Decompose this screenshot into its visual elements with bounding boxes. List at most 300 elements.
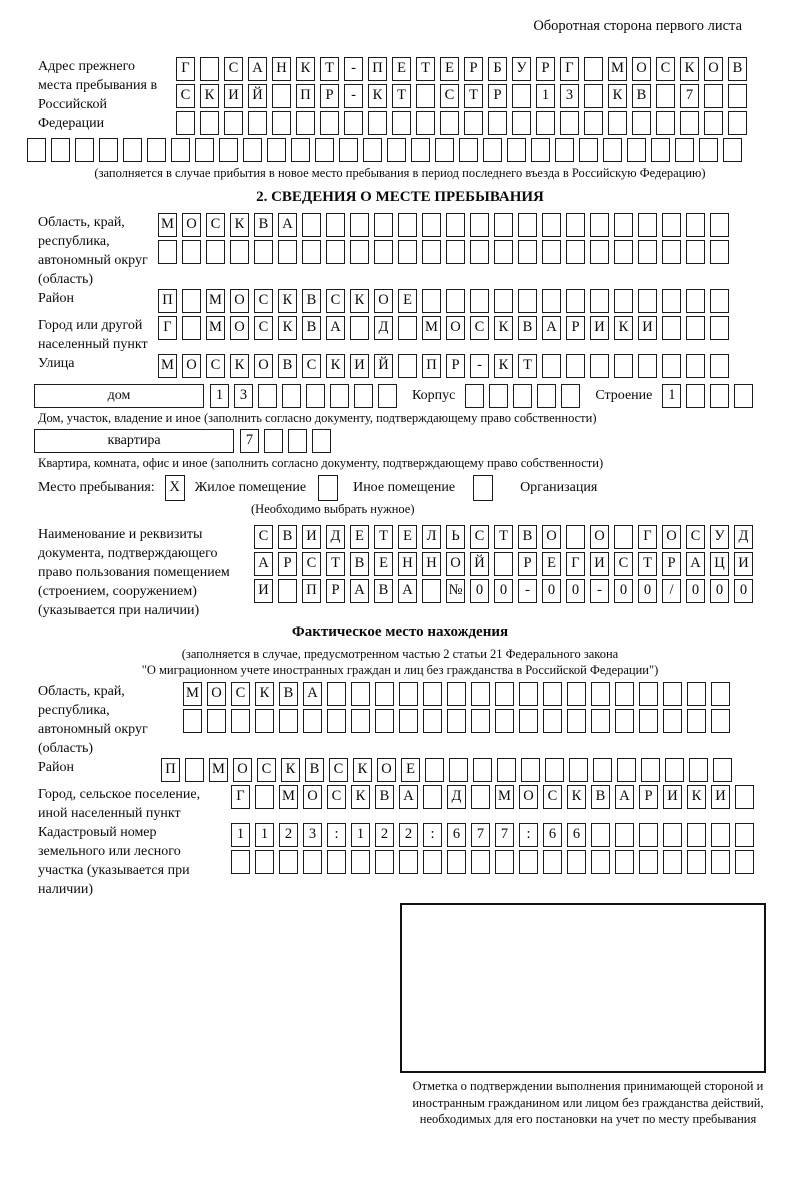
char-cell bbox=[662, 289, 681, 313]
char-cell: С bbox=[470, 316, 489, 340]
char-cell: 7 bbox=[495, 823, 514, 847]
field-fact-raion bbox=[8, 758, 792, 785]
char-cell: Е bbox=[374, 552, 393, 576]
char-cell: М bbox=[495, 785, 514, 809]
field-dom-row bbox=[8, 384, 792, 410]
char-cell bbox=[423, 785, 442, 809]
char-cell bbox=[446, 240, 465, 264]
char-cell: В bbox=[302, 316, 321, 340]
char-cell: К bbox=[230, 354, 249, 378]
char-cell: 0 bbox=[470, 579, 489, 603]
char-cell bbox=[411, 138, 430, 162]
char-cell bbox=[224, 111, 243, 135]
char-row bbox=[158, 354, 734, 378]
char-cell bbox=[711, 823, 730, 847]
char-cell: К bbox=[278, 289, 297, 313]
char-cell: 7 bbox=[680, 84, 699, 108]
field-ulitsa bbox=[8, 354, 792, 381]
char-cell bbox=[264, 429, 283, 453]
char-cell bbox=[590, 289, 609, 313]
char-cell: М bbox=[206, 316, 225, 340]
option-org-label: Организация bbox=[520, 480, 598, 495]
char-cell: П bbox=[368, 57, 387, 81]
char-cell: Л bbox=[422, 525, 441, 549]
char-cell: Р bbox=[326, 579, 345, 603]
ulitsa-label: Улица bbox=[38, 356, 75, 371]
char-cell bbox=[617, 758, 636, 782]
char-cell: К bbox=[351, 785, 370, 809]
char-cell bbox=[326, 240, 345, 264]
page-header: Оборотная сторона первого листа bbox=[533, 18, 742, 34]
char-cell: : bbox=[327, 823, 346, 847]
char-cell: 1 bbox=[255, 823, 274, 847]
char-cell: О bbox=[230, 316, 249, 340]
char-cell: 1 bbox=[231, 823, 250, 847]
char-cell: Т bbox=[494, 525, 513, 549]
char-cell bbox=[542, 240, 561, 264]
char-cell bbox=[687, 823, 706, 847]
char-cell: К bbox=[687, 785, 706, 809]
char-cell bbox=[303, 709, 322, 733]
char-row bbox=[176, 84, 752, 108]
char-cell bbox=[254, 240, 273, 264]
char-row bbox=[158, 240, 734, 264]
char-cell: - bbox=[470, 354, 489, 378]
char-cell: К bbox=[680, 57, 699, 81]
char-cell bbox=[519, 850, 538, 874]
char-cell: Г bbox=[158, 316, 177, 340]
char-cell bbox=[200, 57, 219, 81]
char-cell: Т bbox=[518, 354, 537, 378]
char-cell: 0 bbox=[734, 579, 753, 603]
char-cell bbox=[195, 138, 214, 162]
char-cell bbox=[662, 213, 681, 237]
char-cell: А bbox=[542, 316, 561, 340]
char-cell bbox=[494, 289, 513, 313]
gorod-label: Город или другой населенный пункт bbox=[38, 318, 148, 352]
char-cell: В bbox=[350, 552, 369, 576]
char-cell: Й bbox=[374, 354, 393, 378]
char-cell bbox=[735, 785, 754, 809]
char-cell: К bbox=[608, 84, 627, 108]
char-cell bbox=[398, 240, 417, 264]
char-cell bbox=[567, 850, 586, 874]
char-cell bbox=[248, 111, 267, 135]
char-cell bbox=[687, 850, 706, 874]
mesto-label: Место пребывания: bbox=[38, 480, 155, 495]
char-cell: К bbox=[296, 57, 315, 81]
char-cell bbox=[255, 709, 274, 733]
char-cell: С bbox=[302, 552, 321, 576]
char-cell: К bbox=[567, 785, 586, 809]
char-cell bbox=[593, 758, 612, 782]
doc-grid bbox=[254, 525, 758, 606]
char-cell: Г bbox=[566, 552, 585, 576]
char-cell bbox=[351, 682, 370, 706]
char-cell: Т bbox=[464, 84, 483, 108]
char-cell: 1 bbox=[662, 384, 681, 408]
char-cell bbox=[656, 84, 675, 108]
char-cell: С bbox=[614, 552, 633, 576]
char-cell: А bbox=[686, 552, 705, 576]
char-cell bbox=[350, 213, 369, 237]
char-cell: С bbox=[302, 354, 321, 378]
char-cell bbox=[663, 682, 682, 706]
char-cell bbox=[422, 240, 441, 264]
mesto-note: (Необходимо выбрать нужное) bbox=[251, 502, 415, 516]
char-cell: А bbox=[326, 316, 345, 340]
char-cell bbox=[315, 138, 334, 162]
char-cell bbox=[608, 111, 627, 135]
char-cell: К bbox=[281, 758, 300, 782]
char-cell: Д bbox=[326, 525, 345, 549]
char-cell bbox=[567, 709, 586, 733]
checkbox-zhiloe bbox=[165, 475, 190, 499]
char-cell: Т bbox=[320, 57, 339, 81]
char-cell: В bbox=[302, 289, 321, 313]
char-cell bbox=[561, 384, 580, 408]
doc-label: Наименование и реквизиты документа, подтверждающего право пользования помещением (строением, сооружением) (указывается при наличии) bbox=[38, 527, 230, 618]
char-cell bbox=[302, 240, 321, 264]
field-fact-oblast bbox=[8, 682, 792, 758]
char-cell bbox=[632, 111, 651, 135]
char-cell bbox=[350, 316, 369, 340]
char-cell bbox=[686, 240, 705, 264]
char-cell bbox=[489, 384, 508, 408]
char-cell: С bbox=[257, 758, 276, 782]
char-cell bbox=[710, 316, 729, 340]
char-cell: Е bbox=[401, 758, 420, 782]
char-cell: К bbox=[278, 316, 297, 340]
char-cell bbox=[735, 823, 754, 847]
char-cell bbox=[662, 240, 681, 264]
char-cell bbox=[423, 682, 442, 706]
char-cell bbox=[497, 758, 516, 782]
char-cell bbox=[704, 111, 723, 135]
char-cell: О bbox=[377, 758, 396, 782]
char-cell bbox=[288, 429, 307, 453]
char-cell: С bbox=[656, 57, 675, 81]
char-cell bbox=[639, 682, 658, 706]
char-cell bbox=[123, 138, 142, 162]
char-cell: М bbox=[209, 758, 228, 782]
char-cell bbox=[710, 354, 729, 378]
char-cell: М bbox=[279, 785, 298, 809]
char-cell bbox=[710, 384, 729, 408]
char-cell bbox=[584, 111, 603, 135]
char-cell bbox=[171, 138, 190, 162]
char-cell bbox=[638, 213, 657, 237]
char-cell bbox=[507, 138, 526, 162]
char-cell bbox=[306, 384, 325, 408]
char-cell: В bbox=[254, 213, 273, 237]
char-cell: К bbox=[494, 316, 513, 340]
char-cell bbox=[422, 289, 441, 313]
stroenie-label: Строение bbox=[595, 388, 653, 403]
checkbox-inoe bbox=[318, 475, 343, 499]
char-cell: 6 bbox=[543, 823, 562, 847]
char-cell bbox=[591, 823, 610, 847]
char-row bbox=[158, 213, 734, 237]
char-cell: С bbox=[206, 354, 225, 378]
char-cell bbox=[614, 525, 633, 549]
char-cell bbox=[579, 138, 598, 162]
char-row bbox=[158, 316, 734, 340]
char-cell bbox=[320, 111, 339, 135]
char-cell bbox=[687, 709, 706, 733]
char-cell bbox=[147, 138, 166, 162]
char-cell bbox=[638, 240, 657, 264]
char-cell bbox=[339, 138, 358, 162]
char-cell bbox=[584, 84, 603, 108]
char-cell: Т bbox=[392, 84, 411, 108]
char-cell: С bbox=[254, 316, 273, 340]
char-cell bbox=[651, 138, 670, 162]
char-cell bbox=[471, 850, 490, 874]
char-cell: Й bbox=[470, 552, 489, 576]
char-cell bbox=[473, 758, 492, 782]
char-cell bbox=[243, 138, 262, 162]
char-cell bbox=[734, 384, 753, 408]
char-cell bbox=[704, 84, 723, 108]
char-cell bbox=[278, 240, 297, 264]
char-cell: Р bbox=[536, 57, 555, 81]
char-cell bbox=[176, 111, 195, 135]
char-cell bbox=[639, 850, 658, 874]
char-cell bbox=[398, 213, 417, 237]
char-cell bbox=[318, 475, 338, 501]
char-cell bbox=[267, 138, 286, 162]
char-cell bbox=[566, 289, 585, 313]
char-cell: И bbox=[350, 354, 369, 378]
char-cell bbox=[374, 240, 393, 264]
kadastr-label: Кадастровый номер земельного или лесного участка (указывается при наличии) bbox=[38, 825, 190, 897]
char-cell: С bbox=[326, 289, 345, 313]
char-cell bbox=[296, 111, 315, 135]
char-cell bbox=[603, 138, 622, 162]
char-cell bbox=[723, 138, 742, 162]
char-row bbox=[231, 850, 759, 874]
char-cell: И bbox=[734, 552, 753, 576]
char-cell: С bbox=[440, 84, 459, 108]
char-cell bbox=[711, 709, 730, 733]
char-cell: К bbox=[353, 758, 372, 782]
char-cell bbox=[446, 289, 465, 313]
char-cell bbox=[363, 138, 382, 162]
char-cell: В bbox=[518, 525, 537, 549]
char-cell bbox=[185, 758, 204, 782]
field-kadastr bbox=[8, 823, 792, 899]
char-cell bbox=[665, 758, 684, 782]
char-cell: Т bbox=[416, 57, 435, 81]
char-cell bbox=[464, 111, 483, 135]
stamp-caption: Отметка о подтверждении выполнения принимающей стороной и иностранным гражданином или лицом без гражданства действий, необходимых для его постановки на учет по месту пребывания bbox=[412, 1079, 764, 1126]
char-cell: Р bbox=[464, 57, 483, 81]
char-cell: 3 bbox=[303, 823, 322, 847]
char-cell: С bbox=[329, 758, 348, 782]
char-cell bbox=[282, 384, 301, 408]
char-cell: О bbox=[446, 316, 465, 340]
char-cell: Е bbox=[398, 525, 417, 549]
char-cell: В bbox=[375, 785, 394, 809]
char-cell: С bbox=[470, 525, 489, 549]
char-cell: 7 bbox=[471, 823, 490, 847]
char-cell: X bbox=[165, 475, 185, 501]
char-cell: Б bbox=[488, 57, 507, 81]
char-cell bbox=[560, 111, 579, 135]
char-cell bbox=[422, 213, 441, 237]
char-cell: Н bbox=[398, 552, 417, 576]
char-cell: О bbox=[207, 682, 226, 706]
char-cell: Г bbox=[560, 57, 579, 81]
char-cell bbox=[327, 682, 346, 706]
char-cell bbox=[375, 850, 394, 874]
char-cell bbox=[638, 289, 657, 313]
char-cell: - bbox=[518, 579, 537, 603]
char-cell bbox=[470, 240, 489, 264]
char-cell: Д bbox=[374, 316, 393, 340]
char-cell: М bbox=[158, 354, 177, 378]
char-cell bbox=[567, 682, 586, 706]
char-cell: У bbox=[710, 525, 729, 549]
stroenie-cells bbox=[662, 384, 758, 408]
char-cell bbox=[27, 138, 46, 162]
char-cell: И bbox=[254, 579, 273, 603]
char-row bbox=[183, 709, 735, 733]
char-cell bbox=[473, 475, 493, 501]
char-cell: О bbox=[519, 785, 538, 809]
char-cell bbox=[312, 429, 331, 453]
kvartira-cells bbox=[240, 429, 336, 453]
char-cell: П bbox=[161, 758, 180, 782]
char-cell bbox=[494, 552, 513, 576]
char-cell: К bbox=[200, 84, 219, 108]
char-cell: О bbox=[446, 552, 465, 576]
char-cell: А bbox=[350, 579, 369, 603]
factual-title: Фактическое место нахождения bbox=[291, 624, 509, 640]
char-cell bbox=[258, 384, 277, 408]
char-cell bbox=[656, 111, 675, 135]
char-cell: У bbox=[512, 57, 531, 81]
char-cell bbox=[447, 682, 466, 706]
field-doc bbox=[8, 525, 792, 620]
char-cell bbox=[512, 84, 531, 108]
char-cell bbox=[584, 57, 603, 81]
char-cell bbox=[183, 709, 202, 733]
char-cell bbox=[675, 138, 694, 162]
char-cell bbox=[470, 213, 489, 237]
char-cell bbox=[662, 316, 681, 340]
char-row bbox=[176, 57, 752, 81]
char-cell: С bbox=[686, 525, 705, 549]
char-cell bbox=[614, 289, 633, 313]
char-cell bbox=[566, 525, 585, 549]
field-oblast bbox=[8, 213, 792, 289]
char-cell bbox=[513, 384, 532, 408]
char-cell bbox=[416, 111, 435, 135]
char-cell: М bbox=[422, 316, 441, 340]
char-cell bbox=[614, 213, 633, 237]
raion-label: Район bbox=[38, 291, 74, 306]
char-cell: П bbox=[296, 84, 315, 108]
char-cell bbox=[344, 111, 363, 135]
char-cell bbox=[615, 823, 634, 847]
char-cell: 2 bbox=[399, 823, 418, 847]
char-cell bbox=[537, 384, 556, 408]
char-cell bbox=[207, 709, 226, 733]
char-cell bbox=[615, 709, 634, 733]
char-cell bbox=[302, 213, 321, 237]
option-inoe-label: Иное помещение bbox=[353, 480, 456, 495]
char-cell bbox=[375, 709, 394, 733]
char-cell: В bbox=[374, 579, 393, 603]
char-cell bbox=[449, 758, 468, 782]
field-kvartira-row bbox=[8, 429, 792, 455]
char-cell: О bbox=[704, 57, 723, 81]
char-cell: Е bbox=[542, 552, 561, 576]
char-cell bbox=[446, 213, 465, 237]
field-prev-address bbox=[8, 57, 792, 138]
char-cell: 3 bbox=[560, 84, 579, 108]
char-cell bbox=[423, 709, 442, 733]
char-cell: Г bbox=[231, 785, 250, 809]
char-cell bbox=[279, 709, 298, 733]
char-cell bbox=[518, 289, 537, 313]
char-cell bbox=[255, 850, 274, 874]
char-cell bbox=[99, 138, 118, 162]
char-cell bbox=[200, 111, 219, 135]
dom-caption: Дом, участок, владение и иное (заполнить согласно документу, подтверждающему право собственности) bbox=[38, 411, 597, 425]
oblast-label: Область, край, республика, автономный округ (область) bbox=[38, 215, 148, 287]
char-cell bbox=[158, 240, 177, 264]
char-cell bbox=[219, 138, 238, 162]
char-cell bbox=[399, 682, 418, 706]
fact-raion-label: Район bbox=[38, 760, 74, 775]
char-cell: Т bbox=[326, 552, 345, 576]
char-cell bbox=[416, 84, 435, 108]
char-cell bbox=[182, 240, 201, 264]
char-cell bbox=[590, 354, 609, 378]
char-row bbox=[161, 758, 737, 782]
char-cell bbox=[75, 138, 94, 162]
char-cell bbox=[518, 240, 537, 264]
char-cell: К bbox=[255, 682, 274, 706]
char-cell: Р bbox=[518, 552, 537, 576]
char-cell: И bbox=[302, 525, 321, 549]
char-cell: 1 bbox=[210, 384, 229, 408]
dom-number-cells bbox=[210, 384, 402, 408]
char-cell: 0 bbox=[686, 579, 705, 603]
char-cell: П bbox=[302, 579, 321, 603]
char-row bbox=[231, 823, 759, 847]
fact-gorod-label: Город, сельское поселение, иной населенный пункт bbox=[38, 787, 201, 821]
char-cell bbox=[398, 354, 417, 378]
char-cell: П bbox=[422, 354, 441, 378]
char-cell: В bbox=[279, 682, 298, 706]
char-cell bbox=[519, 709, 538, 733]
char-cell: Й bbox=[248, 84, 267, 108]
char-cell: - bbox=[344, 57, 363, 81]
char-cell bbox=[627, 138, 646, 162]
fact-oblast-label: Область, край, республика, автономный округ (область) bbox=[38, 684, 148, 756]
char-row bbox=[231, 785, 759, 809]
checkbox-org bbox=[473, 475, 498, 499]
char-cell: И bbox=[663, 785, 682, 809]
char-cell bbox=[614, 354, 633, 378]
char-row bbox=[158, 289, 734, 313]
korpus-cells bbox=[465, 384, 585, 408]
char-cell bbox=[728, 111, 747, 135]
